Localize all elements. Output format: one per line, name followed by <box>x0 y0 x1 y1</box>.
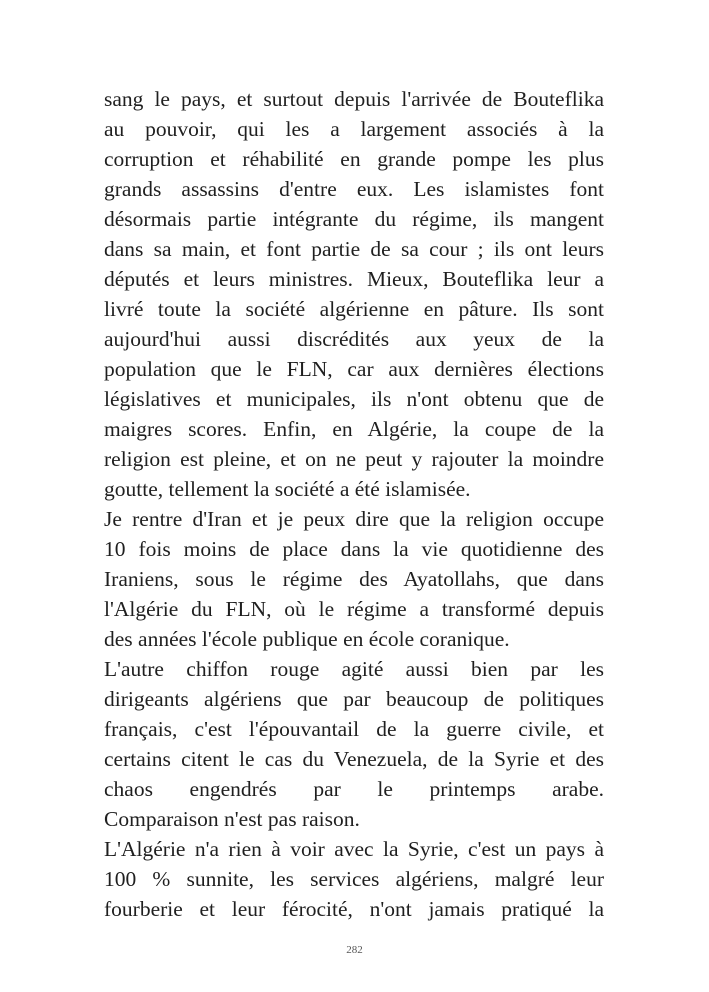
text-line: grands assassins d'entre eux. Les islamistes font <box>104 177 604 201</box>
text-line: au pouvoir, qui les a largement associés à la <box>104 117 604 141</box>
text-line: 10 fois moins de place dans la vie quotidienne des <box>104 537 604 561</box>
text-line: français, c'est l'épouvantail de la guerre civile, et <box>104 717 604 741</box>
paragraph-end-line: Comparaison n'est pas raison. <box>104 807 360 831</box>
text-line: désormais partie intégrante du régime, ils mangent <box>104 207 604 231</box>
text-line: corruption et réhabilité en grande pompe les plus <box>104 147 604 171</box>
text-line: dans sa main, et font partie de sa cour ; ils ont leurs <box>104 237 604 261</box>
text-line: députés et leurs ministres. Mieux, Bouteflika leur a <box>104 267 604 291</box>
paragraph-end-line: des années l'école publique en école coranique. <box>104 627 510 651</box>
text-line: aujourd'hui aussi discrédités aux yeux de la <box>104 327 604 351</box>
text-line: Je rentre d'Iran et je peux dire que la religion occupe <box>104 507 604 531</box>
text-line: 100 % sunnite, les services algériens, malgré leur <box>104 867 604 891</box>
text-line: certains citent le cas du Venezuela, de la Syrie et des <box>104 747 604 771</box>
paragraph-end-line: goutte, tellement la société a été islamisée. <box>104 477 471 501</box>
body-text <box>104 84 604 924</box>
text-line: religion est pleine, et on ne peut y rajouter la moindre <box>104 447 604 471</box>
text-line: population que le FLN, car aux dernières élections <box>104 357 604 381</box>
text-line: l'Algérie du FLN, où le régime a transformé depuis <box>104 597 604 621</box>
text-line: maigres scores. Enfin, en Algérie, la coupe de la <box>104 417 604 441</box>
text-line: sang le pays, et surtout depuis l'arrivée de Bouteflika <box>104 87 604 111</box>
text-line: Iraniens, sous le régime des Ayatollahs, que dans <box>104 567 604 591</box>
page-number: 282 <box>346 944 363 956</box>
text-line: livré toute la société algérienne en pâture. Ils sont <box>104 297 604 321</box>
text-line: L'autre chiffon rouge agité aussi bien par les <box>104 657 604 681</box>
text-line: législatives et municipales, ils n'ont obtenu que de <box>104 387 604 411</box>
text-line: fourberie et leur férocité, n'ont jamais pratiqué la <box>104 897 604 921</box>
text-line: L'Algérie n'a rien à voir avec la Syrie, c'est un pays à <box>104 837 604 861</box>
text-line: dirigeants algériens que par beaucoup de politiques <box>104 687 604 711</box>
text-line: chaos engendrés par le printemps arabe. <box>104 777 604 801</box>
